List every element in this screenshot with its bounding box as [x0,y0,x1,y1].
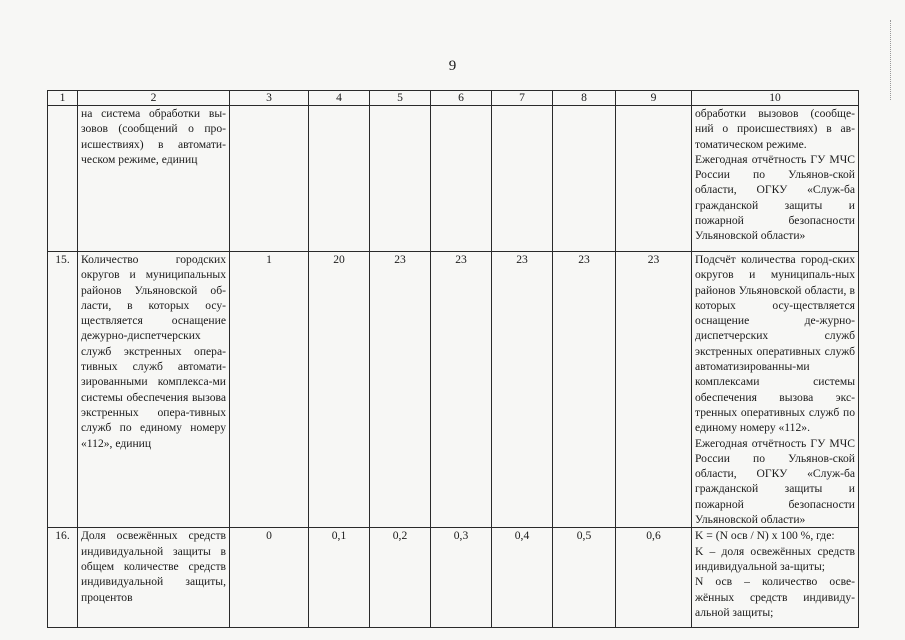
indicator-description: Количество городских округов и муниципальных районов Ульяновской об-ласти, в которых осу-ществляется оснащение дежурно-диспетчерских служб экстренных опера-тивных служб автомати-зированными комплекса-ми системы обеспечения вызова экстренных опера-тивных служб по единому номеру «112», единиц [78,252,230,528]
column-header-4: 4 [309,91,370,106]
note-paragraph: Подсчёт количества город-ских округов и муниципаль-ных районов Ульяновской области, в которых осу-ществляется оснащение де-журно-диспетчерских служб экстренных оперативных служб автоматизированны-ми комплексами системы обеспечения вызова экс-тренных оперативных служб по единому номеру «112». [695,253,855,435]
column-header-6: 6 [431,91,492,106]
indicator-value-col-7: 0,4 [492,528,553,628]
indicator-value-col-9 [616,106,692,252]
indicator-value-col-5: 0,2 [370,528,431,628]
calculation-note [692,106,859,252]
indicator-table [47,90,859,628]
note-paragraph: N осв – количество осве-жённых средств индивиду-альной защиты; [695,575,855,619]
table-row [48,106,859,252]
table-row [48,528,859,628]
note-paragraph: обработки вызовов (сообще-ний о происшествиях) в ав-томатическом режиме. [695,107,855,151]
column-header-3: 3 [230,91,309,106]
calculation-note [692,252,859,528]
calculation-note [692,528,859,628]
indicator-value-col-6 [431,106,492,252]
indicator-value-col-3: 1 [230,252,309,528]
indicator-value-col-7: 23 [492,252,553,528]
row-index [48,106,78,252]
indicator-value-col-5: 23 [370,252,431,528]
table-header-row [48,91,859,106]
indicator-value-col-5 [370,106,431,252]
indicator-value-col-7 [492,106,553,252]
indicator-value-col-8 [553,106,616,252]
indicator-value-col-4 [309,106,370,252]
indicator-description: Доля освежённых средств индивидуальной защиты в общем количестве средств индивидуальной защиты, процентов [78,528,230,628]
indicator-value-col-4: 0,1 [309,528,370,628]
note-paragraph: Ежегодная отчётность ГУ МЧС России по Ульянов-ской области, ОГКУ «Служ-ба гражданской защиты и пожарной безопасности Ульяновской области» [695,152,855,243]
row-index: 15. [48,252,78,528]
scan-edge-marks [890,20,897,100]
indicator-value-col-9: 23 [616,252,692,528]
indicator-value-col-6: 0,3 [431,528,492,628]
indicator-value-col-3 [230,106,309,252]
note-paragraph: K – доля освежённых средств индивидуальной за-щиты; [695,544,855,573]
column-header-5: 5 [370,91,431,106]
column-header-9: 9 [616,91,692,106]
indicator-description: на система обработки вы-зовов (сообщений о про-исшествиях) в автомати-ческом режиме, единиц [78,106,230,252]
row-index: 16. [48,528,78,628]
table-body [48,106,859,628]
table-row [48,252,859,528]
page-number: 9 [448,58,457,74]
column-header-1: 1 [48,91,78,106]
indicator-value-col-3: 0 [230,528,309,628]
indicator-value-col-9: 0,6 [616,528,692,628]
indicator-value-col-4: 20 [309,252,370,528]
note-paragraph: K = (N осв / N) x 100 %, где: [695,529,835,543]
indicator-value-col-8: 0,5 [553,528,616,628]
indicator-value-col-8: 23 [553,252,616,528]
note-paragraph: Ежегодная отчётность ГУ МЧС России по Ульянов-ской области, ОГКУ «Служ-ба гражданской защиты и пожарной безопасности Ульяновской области» [695,436,855,527]
indicator-value-col-6: 23 [431,252,492,528]
column-header-10: 10 [692,91,859,106]
column-header-7: 7 [492,91,553,106]
column-header-8: 8 [553,91,616,106]
column-header-2: 2 [78,91,230,106]
